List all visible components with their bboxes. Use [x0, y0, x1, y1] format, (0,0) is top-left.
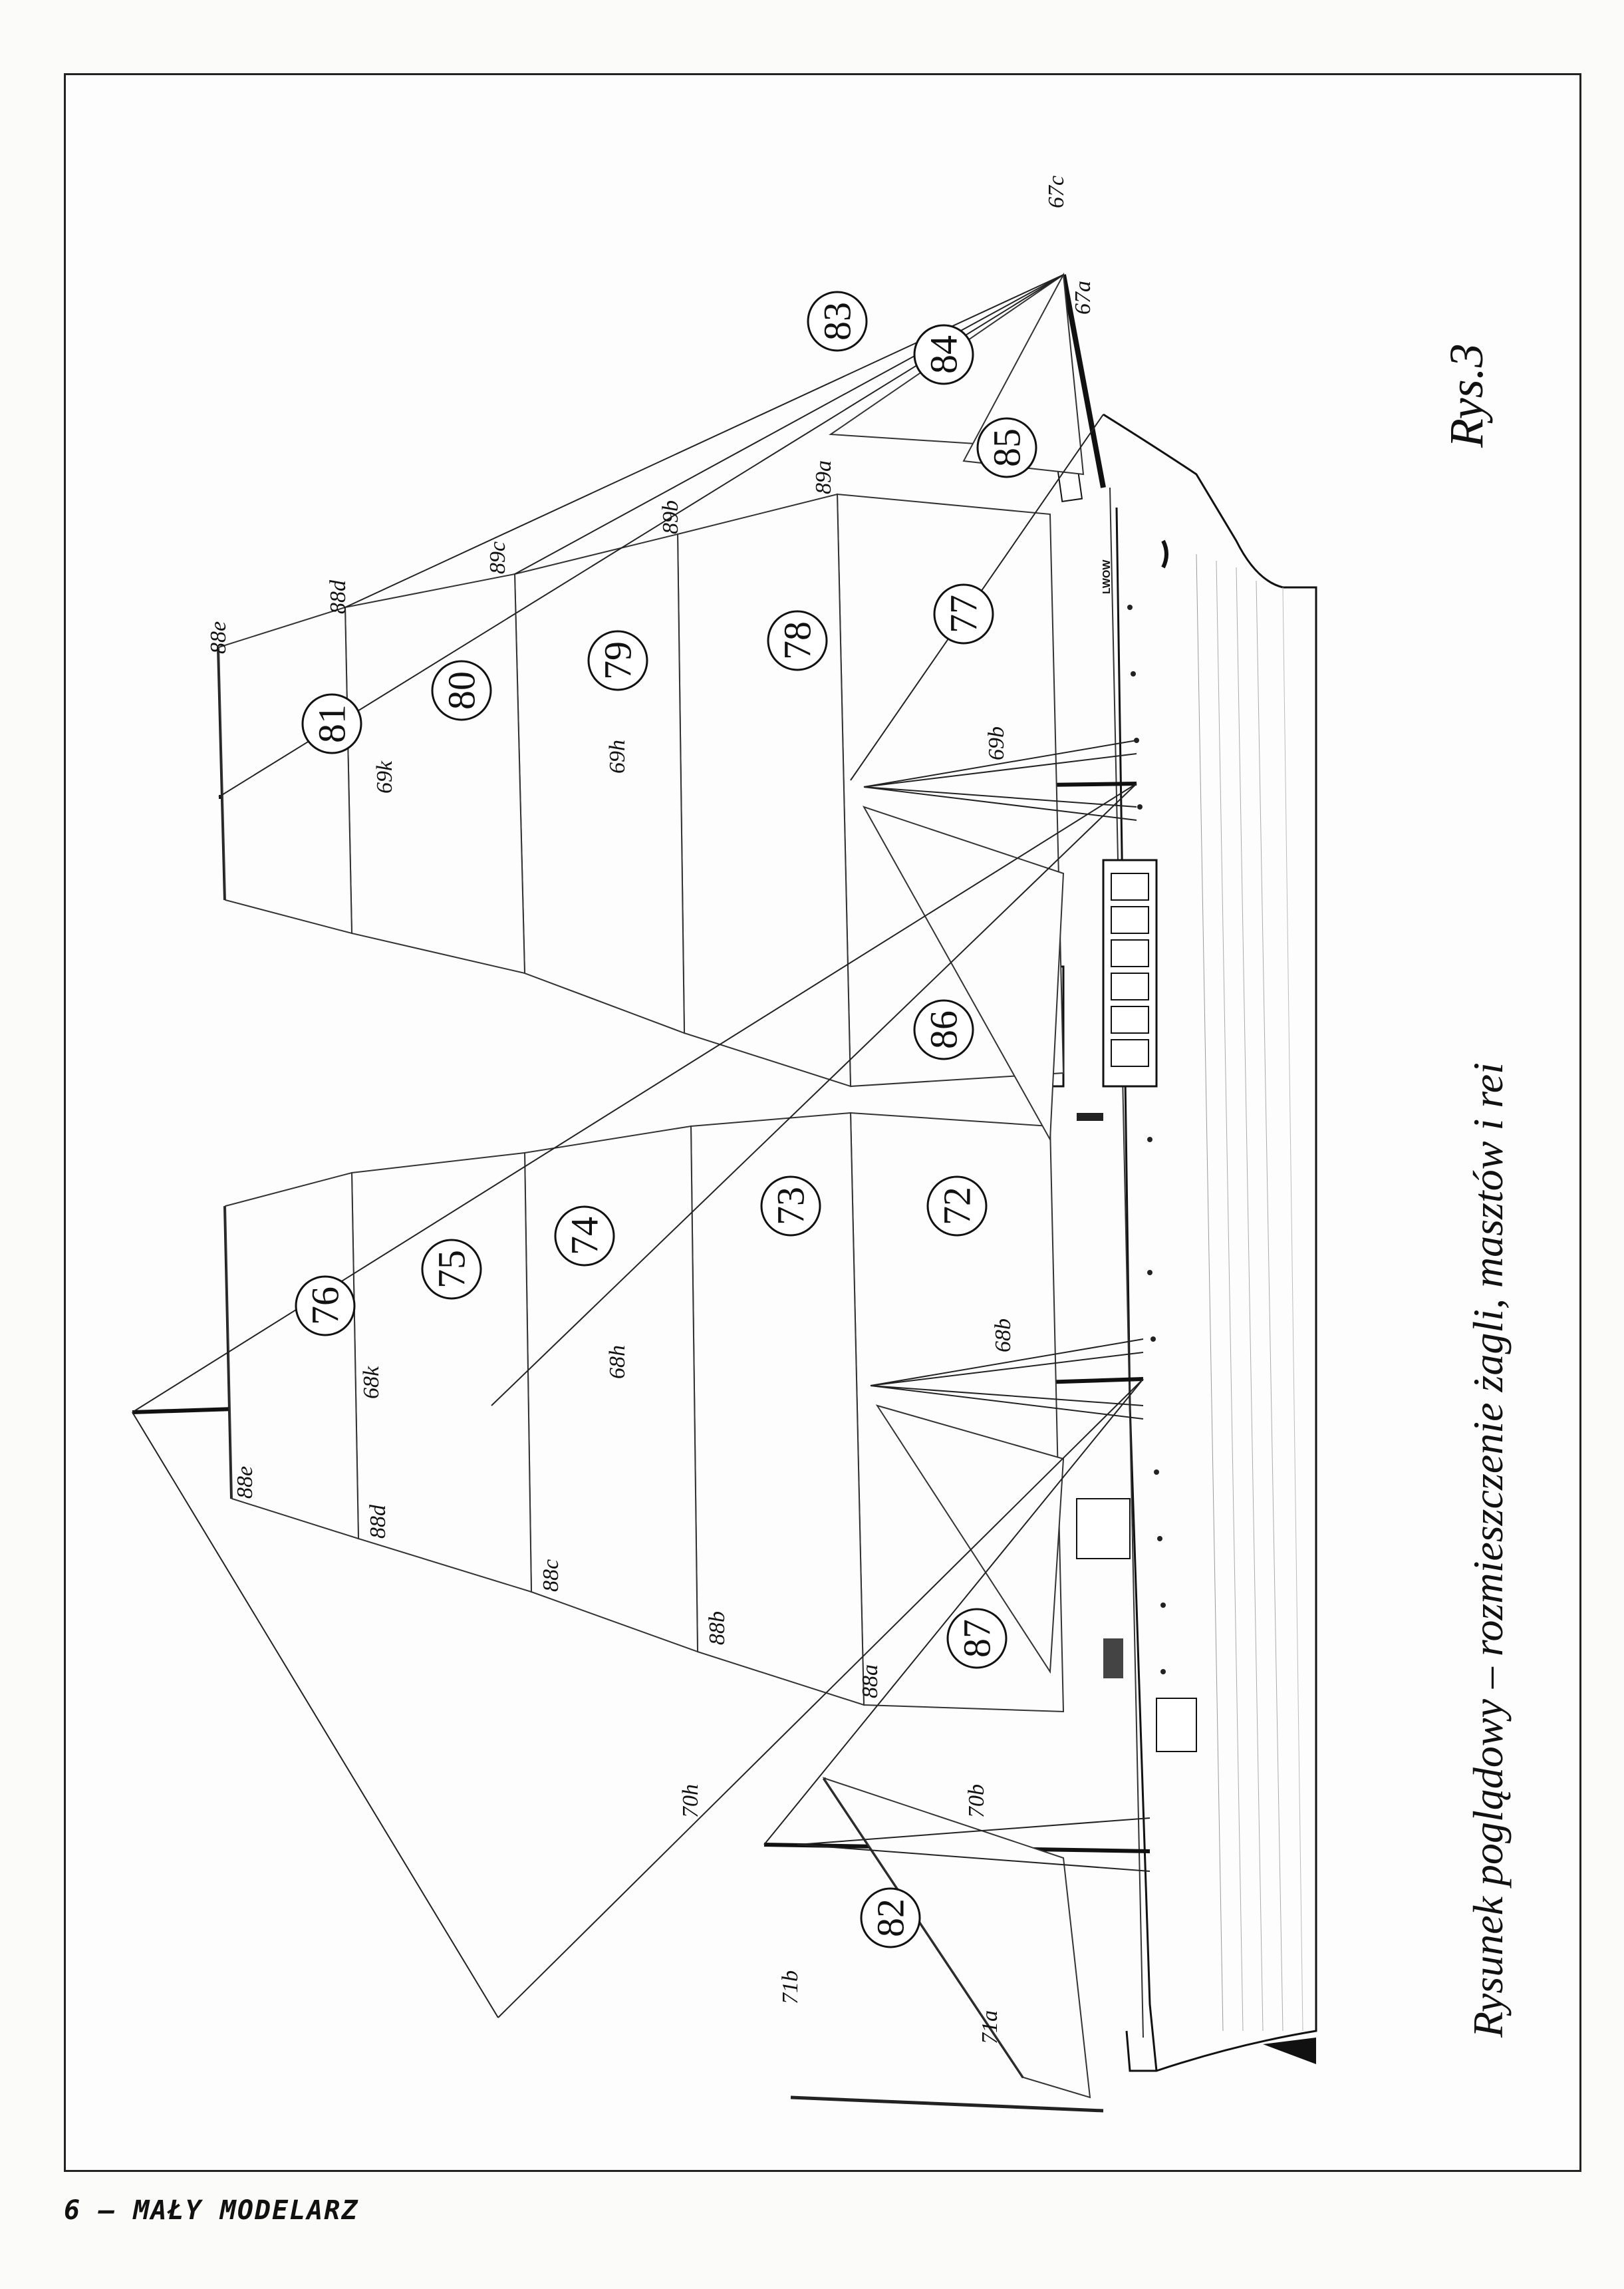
- svg-text:72: 72: [935, 1187, 979, 1225]
- svg-text:79: 79: [596, 641, 640, 680]
- label-89a: 89a: [811, 460, 836, 494]
- label-68b: 68b: [991, 1318, 1015, 1352]
- footer-separator: —: [98, 2195, 116, 2226]
- svg-text:85: 85: [985, 428, 1029, 467]
- svg-text:77: 77: [942, 595, 986, 633]
- sail-84: [914, 325, 973, 384]
- label-68k: 68k: [359, 1366, 384, 1399]
- ship-name: LWOW: [1101, 559, 1113, 594]
- sail-79: [589, 631, 647, 690]
- label-88a: 88a: [858, 1664, 882, 1698]
- label-89c: 89c: [485, 541, 510, 574]
- label-69b: 69b: [984, 726, 1009, 760]
- sail-86: [914, 1000, 973, 1059]
- label-88b: 88b: [705, 1611, 730, 1645]
- magazine-title: MAŁY MODELARZ: [133, 2195, 359, 2226]
- svg-text:82: 82: [869, 1899, 912, 1937]
- svg-text:83: 83: [815, 302, 859, 341]
- label-88d-main: 88d: [366, 1505, 390, 1539]
- label-67c: 67c: [1044, 175, 1069, 208]
- label-88e-main: 88e: [233, 1465, 257, 1499]
- sail-76: [296, 1277, 354, 1335]
- svg-text:75: 75: [430, 1250, 474, 1289]
- page-footer: [64, 2195, 358, 2226]
- hull: [1027, 275, 1316, 2071]
- svg-text:73: 73: [769, 1187, 813, 1225]
- svg-text:78: 78: [775, 621, 819, 660]
- page-number: 6: [64, 2195, 82, 2226]
- sail-73: [761, 1177, 820, 1235]
- label-70b: 70b: [964, 1784, 989, 1818]
- ship-drawing: [66, 75, 1581, 2172]
- sail-80: [432, 661, 491, 720]
- label-70h: 70h: [678, 1784, 703, 1818]
- svg-text:87: 87: [955, 1619, 999, 1658]
- label-88c: 88c: [539, 1559, 563, 1592]
- sail-75: [422, 1240, 481, 1298]
- label-88d-fore: 88d: [326, 580, 350, 614]
- label-68h: 68h: [605, 1345, 630, 1379]
- svg-text:86: 86: [922, 1010, 966, 1049]
- label-71b: 71b: [778, 1970, 803, 2004]
- svg-text:80: 80: [440, 671, 483, 710]
- sail-82: [861, 1889, 920, 1947]
- svg-text:84: 84: [922, 335, 966, 374]
- label-71a: 71a: [978, 2010, 1002, 2044]
- sail-77: [934, 585, 993, 643]
- sail-72: [928, 1177, 986, 1235]
- label-69h: 69h: [605, 740, 630, 774]
- svg-text:74: 74: [563, 1217, 607, 1255]
- svg-text:81: 81: [310, 704, 354, 743]
- label-88e-fore: 88e: [206, 621, 231, 654]
- figure-frame: [64, 73, 1581, 2172]
- label-67a: 67a: [1071, 281, 1095, 315]
- figure-number: Rys.3: [1440, 343, 1493, 448]
- sail-85: [978, 418, 1036, 477]
- svg-text:76: 76: [303, 1287, 347, 1325]
- label-69k: 69k: [372, 760, 397, 794]
- sail-81: [303, 694, 361, 753]
- sail-87: [948, 1609, 1006, 1668]
- sail-74: [555, 1207, 614, 1265]
- part-labels: [206, 176, 1095, 2044]
- label-89b: 89b: [658, 500, 683, 534]
- figure-caption: Rysunek poglądowy – rozmieszczenie żagli, masztów i rei: [1464, 1062, 1512, 2038]
- sail-83: [808, 292, 867, 351]
- sail-78: [768, 611, 827, 670]
